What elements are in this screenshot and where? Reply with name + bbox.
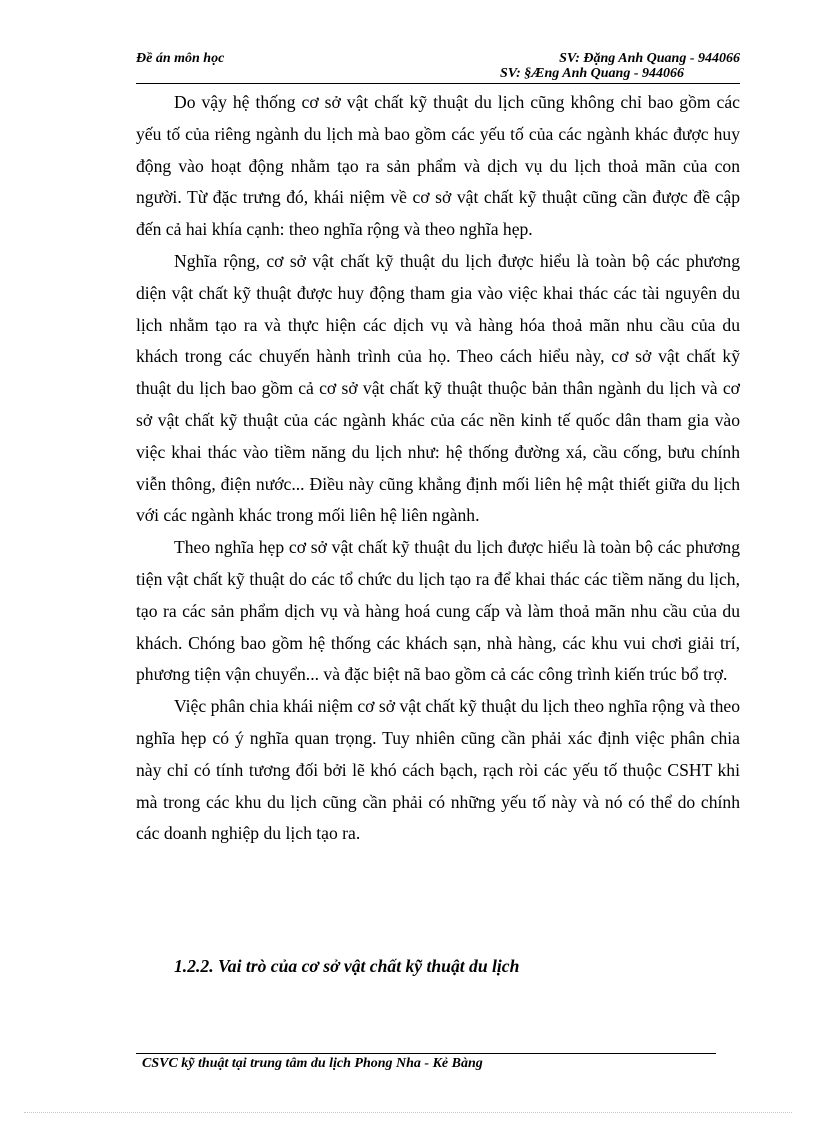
paragraph: Việc phân chia khái niệm cơ sở vật chất kỹ thuật du lịch theo nghĩa rộng và theo nghĩa hẹp có ý nghĩa quan trọng. Tuy nhiên cũng cần phải xác định việc phân chia này chỉ có tính tương đối bởi lẽ khó cách bạch, rạch ròi các yếu tố thuộc CSHT khi mà trong các khu du lịch cũng cần phải có những yếu tố này và nó có thể do chính các doanh nghiệp du lịch tạo ra. [136,696,740,844]
paragraph: Do vậy hệ thống cơ sở vật chất kỹ thuật du lịch cũng không chỉ bao gồm các yếu tố của riêng ngành du lịch mà bao gồm các yếu tố của các ngành khác được huy động vào hoạt động nhằm tạo ra sản phẩm và dịch vụ du lịch thoả mãn của con người. Từ đặc trưng đó, khái niệm về cơ sở vật chất kỹ thuật cũng cần được đề cập đến cả hai khía cạnh: theo nghĩa rộng và theo nghĩa hẹp. [136,92,740,240]
footer-title: CSVC kỹ thuật tại trung tâm du lịch Phong Nha - Kẻ Bàng [142,1056,483,1071]
paragraph: Theo nghĩa hẹp cơ sở vật chất kỹ thuật du lịch được hiểu là toàn bộ các phương tiện vật chất kỹ thuật do các tổ chức du lịch tạo ra để khai thác các tiềm năng du lịch, tạo ra các sản phẩm dịch vụ và hàng hoá cung cấp và làm thoả mãn nhu cầu của du khách. Chóng bao gồm hệ thống các khách sạn, nhà hàng, các khu vui chơi giải trí, phương tiện vận chuyển... và đặc biệt nã bao gồm cả các công trình kiến trúc bổ trợ. [136,537,740,685]
page-bottom-edge [24,1112,792,1113]
header-course-title: Đề án môn học [136,51,225,66]
section-heading: 1.2.2. Vai trò của cơ sở vật chất kỹ thuật du lịch [174,956,520,976]
header-student-name-garbled: SV: §Æng Anh Quang - 944066 [500,66,684,81]
footer-divider [136,1053,716,1054]
header-student-name: SV: Đặng Anh Quang - 944066 [559,51,740,66]
paragraph: Nghĩa rộng, cơ sở vật chất kỹ thuật du lịch được hiểu là toàn bộ các phương diện vật chất kỹ thuật được huy động tham gia vào việc khai thác các tài nguyên du lịch nhằm tạo ra và thực hiện các dịch vụ và hàng hóa thoả mãn nhu cầu của du khách trong các chuyến hành trình của họ. Theo cách hiểu này, cơ sở vật chất kỹ thuật du lịch bao gồm cả cơ sở vật chất kỹ thuật thuộc bản thân ngành du lịch và cơ sở vật chất kỹ thuật của các ngành khác của các nền kinh tế quốc dân tham gia vào việc khai thác vào tiềm năng du lịch như: hệ thống đường xá, cầu cống, bưu chính viễn thông, điện nước... Điều này cũng khẳng định mối liên hệ mật thiết giữa du lịch với các ngành khác trong mối liên hệ liên ngành. [136,250,740,526]
header-divider [136,83,740,84]
document-body [136,87,740,850]
